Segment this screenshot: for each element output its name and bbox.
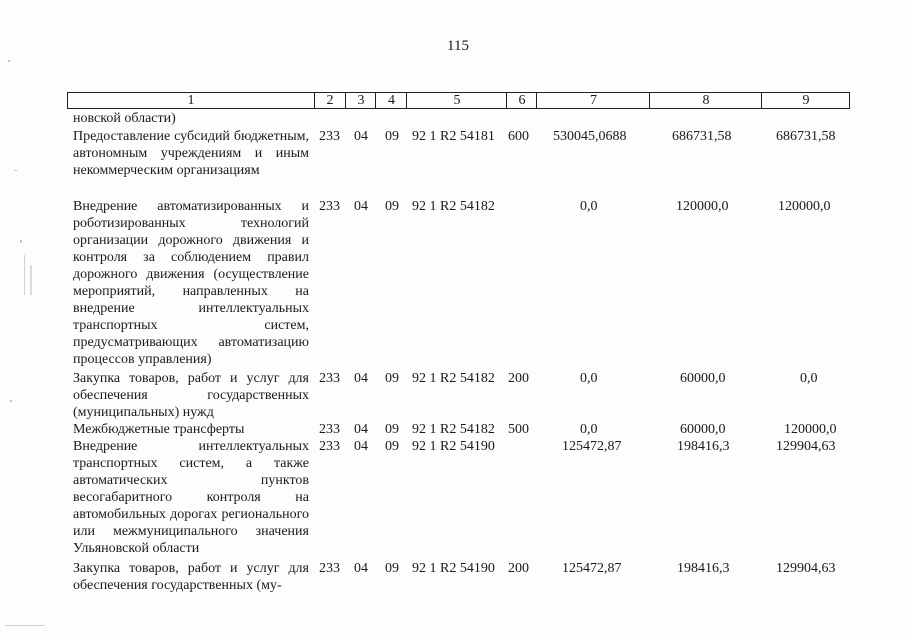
column-header-3: 3 <box>345 93 376 108</box>
cell-admin-code: 233 <box>319 439 340 454</box>
column-header-4: 4 <box>375 93 407 108</box>
cell-section: 04 <box>354 199 368 214</box>
cell-amount-7: 0,0 <box>580 199 598 214</box>
cell-amount-9: 129904,63 <box>776 439 836 454</box>
column-header-1: 1 <box>187 93 195 108</box>
column-header-7: 7 <box>536 93 650 108</box>
cell-admin-code: 233 <box>319 371 340 386</box>
cell-subsection: 09 <box>385 199 399 214</box>
cell-subsection: 09 <box>385 422 399 437</box>
cell-expense-type: 500 <box>508 422 529 437</box>
cell-target-code: 92 1 R2 54190 <box>412 561 495 576</box>
cell-subsection: 09 <box>385 129 399 144</box>
column-header-9: 9 <box>761 93 850 108</box>
cell-amount-9: 129904,63 <box>776 561 836 576</box>
cell-section: 04 <box>354 439 368 454</box>
cell-target-code: 92 1 R2 54181 <box>412 129 495 144</box>
cell-amount-7: 530045,0688 <box>553 129 627 144</box>
cell-amount-8: 198416,3 <box>677 561 730 576</box>
cell-subsection: 09 <box>385 561 399 576</box>
column-header-row <box>67 92 850 109</box>
cell-amount-9: 0,0 <box>800 371 818 386</box>
cell-amount-9: 686731,58 <box>776 129 836 144</box>
column-header-2: 2 <box>314 93 345 108</box>
cell-amount-7: 0,0 <box>580 371 598 386</box>
page-number: 115 <box>447 38 469 54</box>
cell-section: 04 <box>354 561 368 576</box>
cell-amount-7: 125472,87 <box>562 561 622 576</box>
cell-section: 04 <box>354 422 368 437</box>
cell-amount-8: 120000,0 <box>676 199 729 214</box>
row-description: Внедрение интеллектуальных транспортных систем, а также автоматических пунктов весогабаритного контроля на автомобильных дорогах регионального или межмуниципального значения Ульяновской области <box>73 439 309 556</box>
cell-admin-code: 233 <box>319 199 340 214</box>
column-header-5: 5 <box>406 93 507 108</box>
scan-edge-artifacts <box>0 0 60 640</box>
row-description: Закупка товаров, работ и услуг для обеспечения государственных (му- <box>73 561 309 593</box>
cell-admin-code: 233 <box>319 129 340 144</box>
row-description: Внедрение автоматизированных и роботизированных технологий организации дорожного движения и контроля за соблюдением правил дорожного движения (осуществление мероприятий, направленных на внедрение интеллектуальных транспортных систем, предусматривающих автоматизацию процессов управления) <box>73 199 309 367</box>
cell-target-code: 92 1 R2 54190 <box>412 439 495 454</box>
cell-section: 04 <box>354 371 368 386</box>
cell-amount-7: 0,0 <box>580 422 598 437</box>
column-header-8: 8 <box>649 93 762 108</box>
row-description: новской области) <box>73 111 176 126</box>
cell-amount-8: 60000,0 <box>680 371 726 386</box>
cell-admin-code: 233 <box>319 561 340 576</box>
cell-target-code: 92 1 R2 54182 <box>412 422 495 437</box>
cell-admin-code: 233 <box>319 422 340 437</box>
cell-expense-type: 200 <box>508 371 529 386</box>
cell-amount-8: 60000,0 <box>680 422 726 437</box>
row-description: Предоставление субсидий бюджетным, автономным учреждениям и иным некоммерческим организациям <box>73 129 309 178</box>
cell-expense-type: 600 <box>508 129 529 144</box>
row-description: Закупка товаров, работ и услуг для обеспечения государственных (муниципальных) нужд <box>73 371 309 420</box>
cell-amount-9: 120000,0 <box>778 199 831 214</box>
cell-expense-type: 200 <box>508 561 529 576</box>
cell-subsection: 09 <box>385 439 399 454</box>
cell-amount-8: 198416,3 <box>677 439 730 454</box>
column-header-6: 6 <box>506 93 537 108</box>
row-description: Межбюджетные трансферты <box>73 422 245 437</box>
cell-target-code: 92 1 R2 54182 <box>412 371 495 386</box>
cell-amount-7: 125472,87 <box>562 439 622 454</box>
cell-amount-8: 686731,58 <box>672 129 732 144</box>
cell-subsection: 09 <box>385 371 399 386</box>
cell-target-code: 92 1 R2 54182 <box>412 199 495 214</box>
cell-amount-9: 120000,0 <box>784 422 837 437</box>
cell-section: 04 <box>354 129 368 144</box>
